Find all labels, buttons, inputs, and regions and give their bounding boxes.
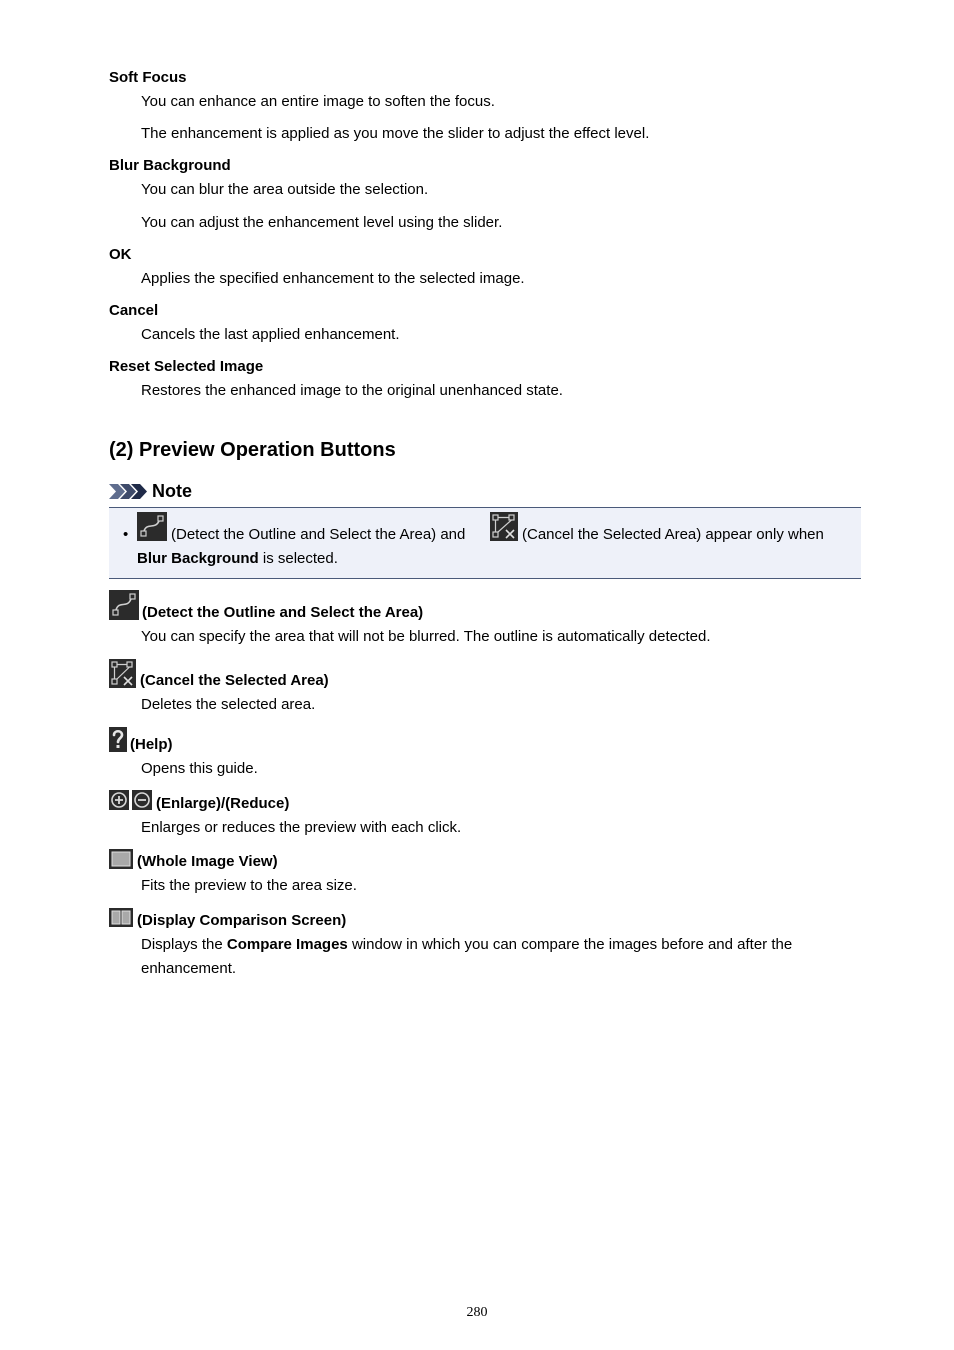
desc-blur-background-1: You can blur the area outside the selection. bbox=[141, 181, 429, 198]
desc-blur-background-2: You can adjust the enhancement level using the slider. bbox=[141, 214, 503, 231]
desc-detect-outline: You can specify the area that will not be blurred. The outline is automatically detected. bbox=[141, 628, 711, 645]
desc-display-comparison-pre: Displays the bbox=[141, 936, 223, 953]
term-blur-background: Blur Background bbox=[109, 157, 231, 174]
term-ok: OK bbox=[109, 246, 132, 263]
detect-outline-icon bbox=[109, 590, 139, 620]
reduce-icon bbox=[132, 790, 152, 810]
page-number: 280 bbox=[466, 1305, 488, 1320]
desc-soft-focus-1: You can enhance an entire image to soften the focus. bbox=[141, 93, 495, 110]
note-bold-blur-background: Blur Background bbox=[137, 550, 259, 567]
term-detect-outline: (Detect the Outline and Select the Area) bbox=[142, 604, 424, 621]
term-cancel-selected-area: (Cancel the Selected Area) bbox=[140, 672, 329, 689]
desc-cancel: Cancels the last applied enhancement. bbox=[141, 326, 400, 343]
cancel-selected-area-icon bbox=[490, 512, 518, 541]
note-text-3: is selected. bbox=[262, 550, 338, 567]
enlarge-icon bbox=[109, 790, 129, 810]
desc-ok: Applies the specified enhancement to the selected image. bbox=[141, 270, 525, 287]
desc-enlarge-reduce: Enlarges or reduces the preview with each click. bbox=[141, 819, 462, 836]
desc-soft-focus-2: The enhancement is applied as you move the slider to adjust the effect level. bbox=[141, 125, 650, 142]
note-text-1: (Detect the Outline and Select the Area) and bbox=[171, 526, 466, 543]
note-box bbox=[109, 507, 861, 579]
term-cancel: Cancel bbox=[109, 302, 159, 319]
note-bullet: • bbox=[123, 526, 129, 543]
help-icon bbox=[109, 727, 127, 752]
note-line-2 bbox=[137, 550, 338, 567]
desc-display-comparison-post: window in which you can compare the images before and after the bbox=[351, 936, 793, 953]
compare-images-label: Compare Images bbox=[226, 936, 348, 953]
cancel-selected-area-icon bbox=[109, 659, 136, 688]
term-whole-image-view: (Whole Image View) bbox=[137, 853, 278, 870]
term-help: (Help) bbox=[130, 736, 173, 753]
note-arrows-icon bbox=[109, 484, 149, 499]
desc-reset-selected-image: Restores the enhanced image to the original unenhanced state. bbox=[141, 382, 563, 399]
term-display-comparison: (Display Comparison Screen) bbox=[137, 912, 347, 929]
desc-display-comparison-line-2: enhancement. bbox=[141, 960, 237, 977]
note-text-2: (Cancel the Selected Area) appear only when bbox=[522, 526, 824, 543]
note-title: Note bbox=[152, 481, 192, 501]
detect-outline-icon bbox=[137, 512, 167, 541]
display-comparison-icon bbox=[109, 908, 133, 927]
term-reset-selected-image: Reset Selected Image bbox=[109, 358, 264, 375]
desc-cancel-selected-area: Deletes the selected area. bbox=[141, 696, 316, 713]
desc-display-comparison-line-1 bbox=[141, 936, 792, 953]
term-enlarge-reduce: (Enlarge)/(Reduce) bbox=[156, 795, 290, 812]
whole-image-view-icon bbox=[109, 849, 133, 869]
desc-whole-image-view: Fits the preview to the area size. bbox=[141, 877, 357, 894]
desc-help: Opens this guide. bbox=[141, 760, 258, 777]
section-title: (2) Preview Operation Buttons bbox=[109, 439, 396, 461]
term-soft-focus: Soft Focus bbox=[109, 69, 187, 86]
